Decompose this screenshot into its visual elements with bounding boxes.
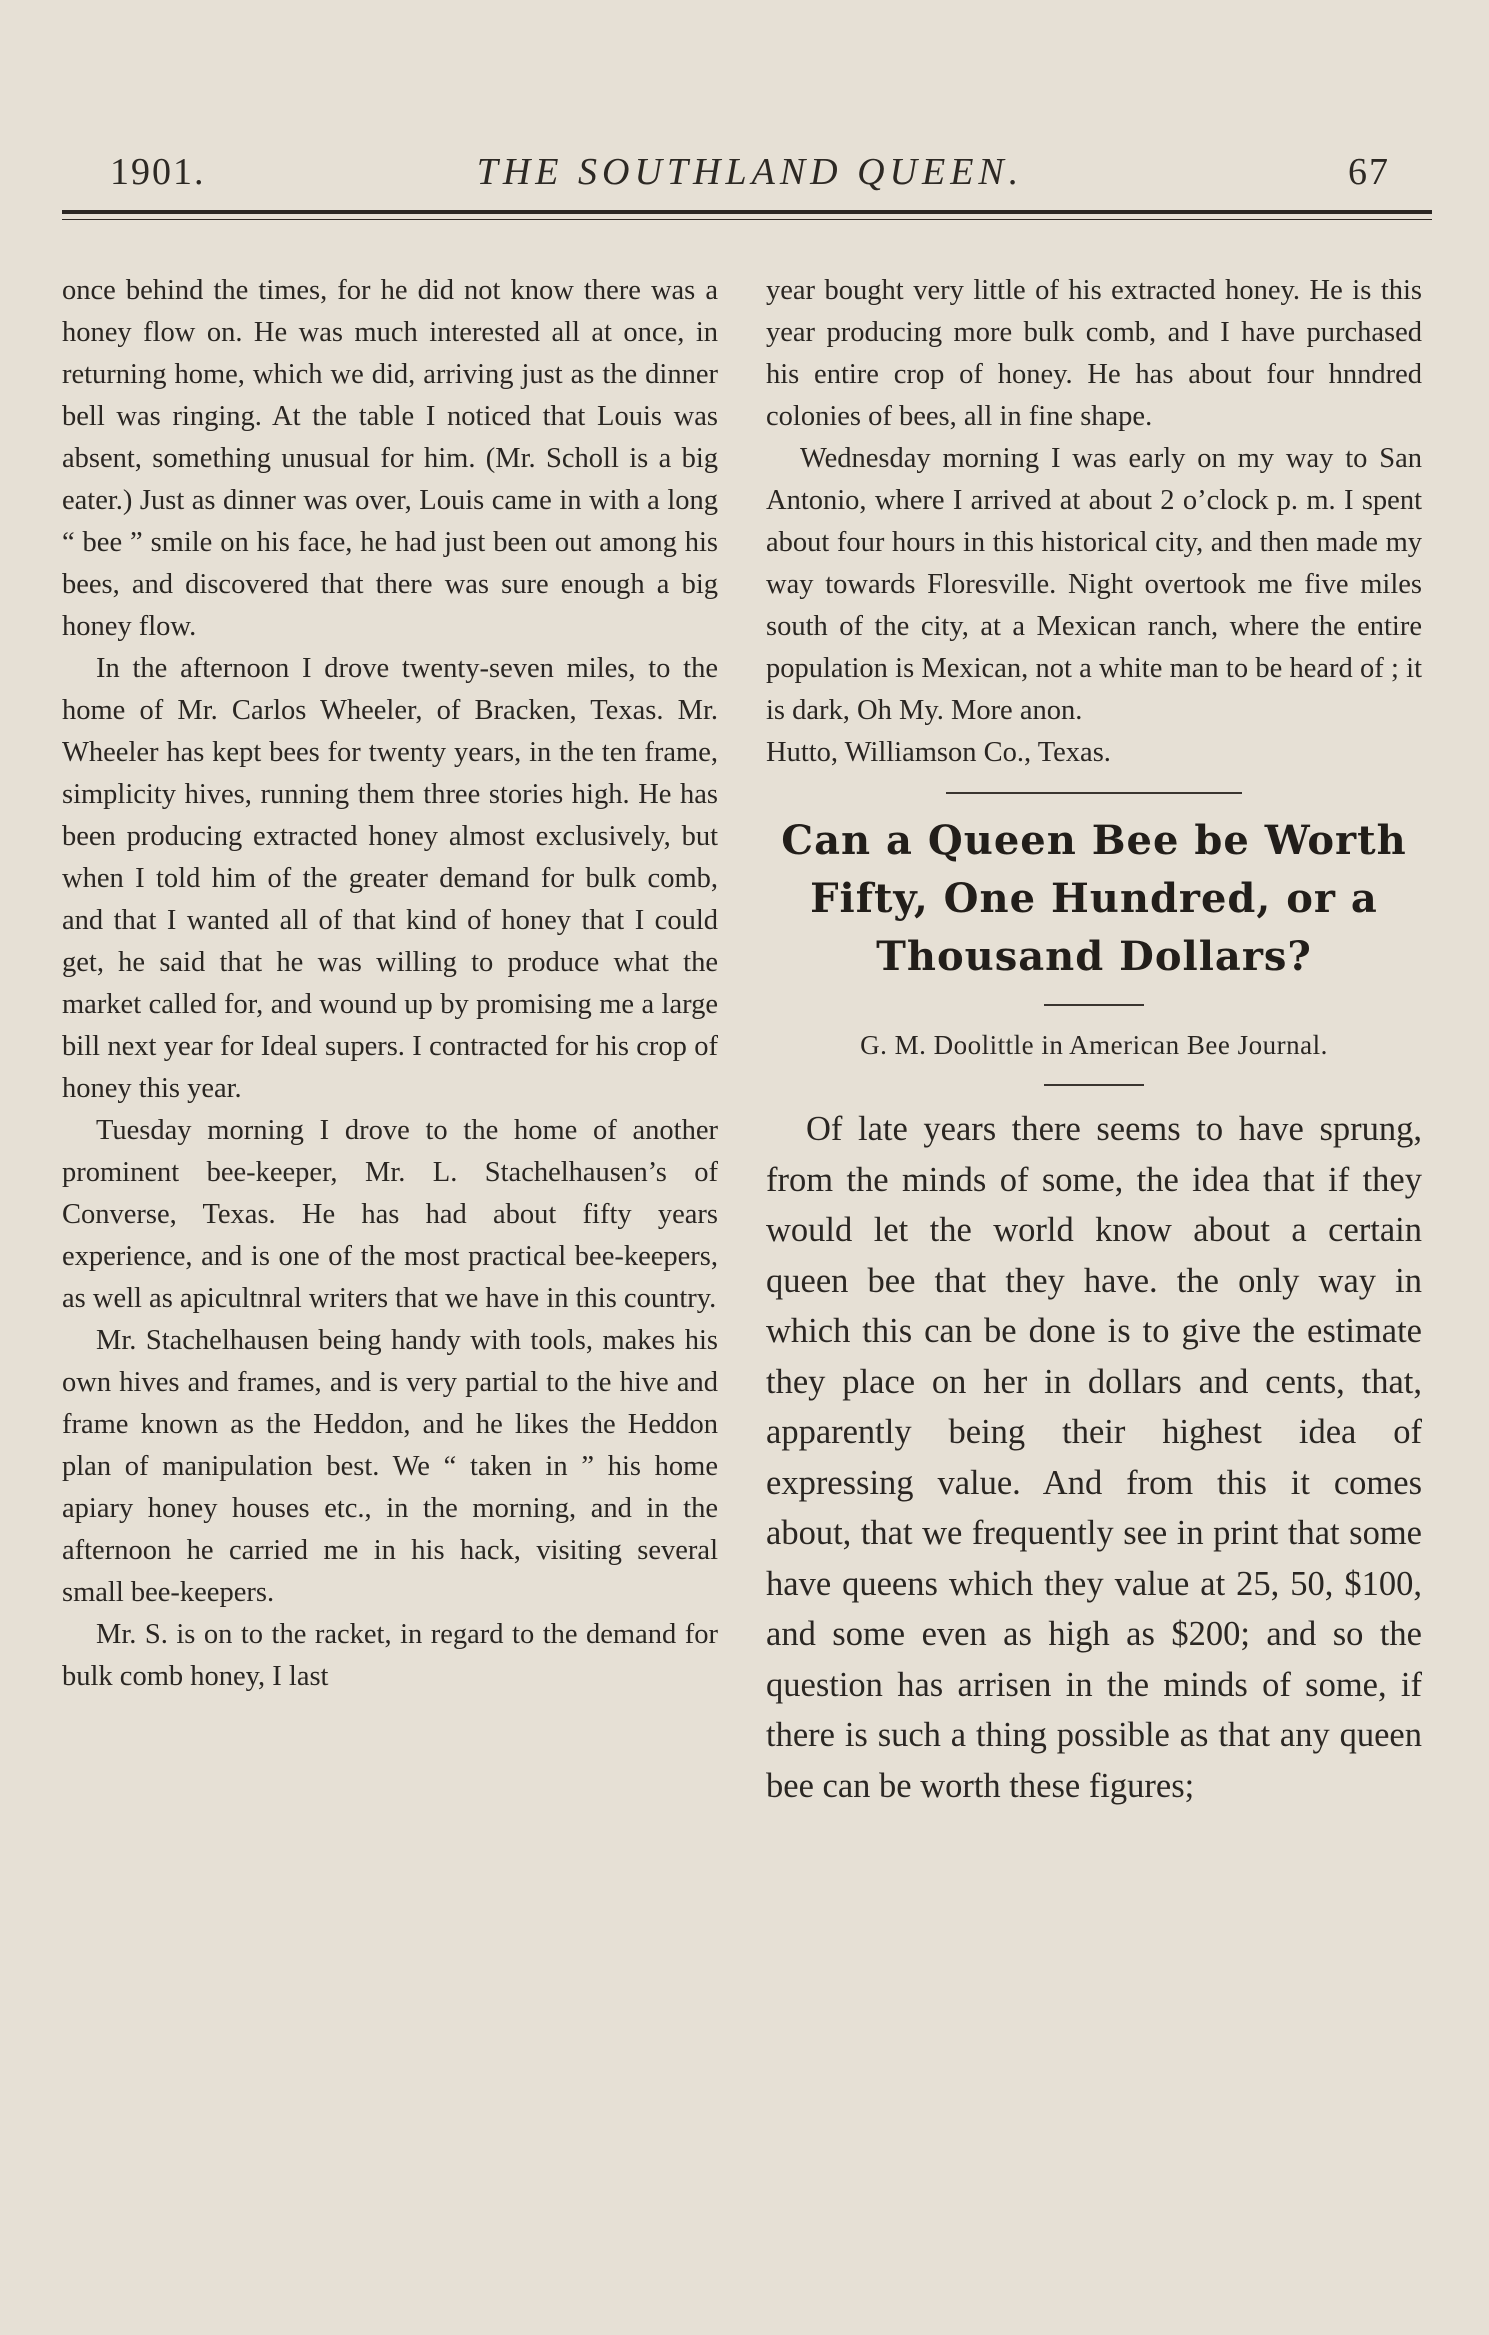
header-rule-thick — [62, 210, 1432, 214]
article-byline: G. M. Doolittle in American Bee Journal. — [860, 1030, 1328, 1060]
lead-paragraph: Of late years there seems to have sprung, from the minds of some, the idea that if they would let the world know about a certain queen bee that they have. the only way in which this can be done is to give the estimate they place on her in dollars and cents, that, apparently being their highest idea of expressing value. And from this it comes about, that we frequently see in print that some have queens which they value at 25, 50, $100, and some even as high as $200; and so the question has arrisen in the minds of some, if there is such a thing possible as that any queen bee can be worth these figures; — [766, 1110, 1422, 1805]
paragraph: Mr. S. is on to the racket, in regard to the demand for bulk comb honey, I last — [62, 1619, 718, 1692]
section-divider — [946, 792, 1242, 794]
page-number: 67 — [1348, 151, 1390, 193]
publication-title: THE SOUTHLAND QUEEN. — [476, 151, 1024, 193]
title-rule — [1044, 1004, 1144, 1006]
header-year: 1901. — [110, 151, 206, 193]
paragraph: Wednesday morning I was early on my way to San Antonio, where I arrived at about 2 o’clock p. m. I spent about four hours in this historical city, and then made my way towards Floresville. Night overtook me five miles south of the city, at a Mexican ranch, where the entire population is Mexican, not a white man to be heard of ; it is dark, Oh My. More anon. — [766, 443, 1422, 726]
article-title: Can a Queen Bee be Worth Fifty, One Hundred, or a Thousand Dollars? — [781, 817, 1407, 980]
paragraph: once behind the times, for he did not know there was a honey flow on. He was much interested all at once, in returning home, which we did, arriving just as the dinner bell was ringing. At the table I noticed that Louis was absent, something unusual for him. (Mr. Scholl is a big eater.) Just as dinner was over, Louis came in with a long “ bee ” smile on his face, he had just been out among his bees, and discovered that there was sure enough a big honey flow. — [62, 275, 718, 642]
paragraph: Mr. Stachelhausen being handy with tools, makes his own hives and frames, and is very partial to the hive and frame known as the Heddon, and he likes the Heddon plan of manipulation best. We “ taken in ” his home apiary honey houses etc., in the morning, and in the afternoon he carried me in his hack, visiting several small bee-keepers. — [62, 1325, 718, 1608]
header-rule-thin — [62, 219, 1432, 220]
byline-rule — [1044, 1084, 1144, 1086]
paragraph: year bought very little of his extracted honey. He is this year producing more bulk comb, and I have purchased his entire crop of honey. He has about four hnndred colonies of bees, all in fine shape. — [766, 275, 1422, 432]
signature-line: Hutto, Williamson Co., Texas. — [766, 737, 1111, 768]
paragraph: In the afternoon I drove twenty-seven miles, to the home of Mr. Carlos Wheeler, of Bracken, Texas. Mr. Wheeler has kept bees for twenty years, in the ten frame, simplicity hives, running them three stories high. He has been producing extracted honey almost exclusively, but when I told him of the greater demand for bulk comb, and that I wanted all of that kind of honey that I could get, he said that he was willing to produce what the market called for, and wound up by promising me a large bill next year for Ideal supers. I contracted for his crop of honey this year. — [62, 653, 718, 1104]
left-column — [62, 270, 718, 1698]
running-head — [110, 150, 1390, 210]
paragraph: Tuesday morning I drove to the home of another prominent bee-keeper, Mr. L. Stachelhausen’s of Converse, Texas. He has had about fifty years experience, and is one of the most practical bee-keepers, as well as apicultnral writers that we have in this country. — [62, 1115, 718, 1314]
right-column — [766, 270, 1422, 1811]
